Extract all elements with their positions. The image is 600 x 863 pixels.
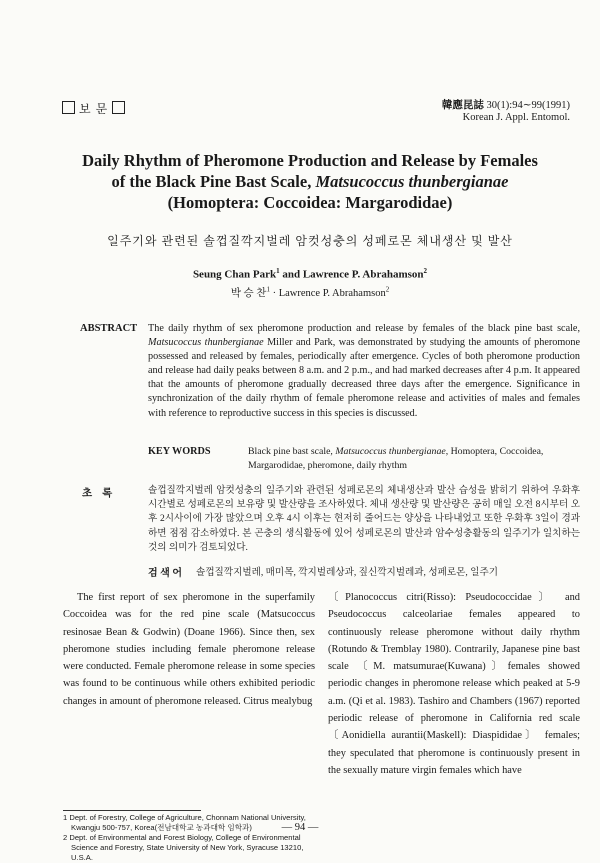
title-line1: Daily Rhythm of Pheromone Production and Release by Females [82,151,538,170]
author-b-sup: 2 [423,267,428,275]
korean-abstract-text: 솔껍질깍지벌레 암컷성충의 일주기와 관련된 성페로몬의 체내생산과 발산 습성을 밝히기 위하여 우화후 시간별로 성페로몬의 보유량 및 발산량을 조사하였다. 체내 생산량 및 발산량은 공히 매일 오전 8시부터 오후 2시사이에 가장 많았으며 오후 4시 이후는 현저히 줄어드는 양상을 나타내었고 또한 우화후 3일이 경과하면 점점 감소하였다. 본 곤충의 생식활동에 있어 성페로몬의 발산과 암수성충활동의 일주기가 일치하는 것의 의미가 검토되었다. [148,485,580,553]
korean-author-a-sup: 1 [266,285,270,294]
citation: 30(1):94∼99(1991) [486,100,570,111]
korean-author-a: 박 승 찬 [230,288,267,299]
paper-title [40,150,580,213]
author-a: Seung Chan Park [192,268,277,281]
korean-author-b: Lawrence P. Abrahamson [278,288,386,299]
korean-keywords-text: 솔껍질깍지벌레, 매미목, 깍지벌레상과, 짚신깍지벌레과, 성페로몬, 일주기 [196,567,499,578]
abstract-species: Matsucoccus thunbergianae [148,337,264,349]
author-a-sup: 1 [276,267,280,275]
korean-keywords-label: 검 색 어 [148,568,182,579]
keywords-label: KEY WORDS [148,446,211,457]
abstract-text-post: Miller and Park, was demonstrated by studying the amounts of pheromone possessed and released by females, periodically after emergence. Cycles of both pheromone production and release had daily peaks between 8 a.m. and 2 p.m., and had marked decreases after 4 p.m. It appeared that the amounts of pheromone gradually decreased three days after the emergence. Significance in synchronization of the daily rhythm of female pheromone release and activities of males and females with reference to reproductive success in this species is discussed. [148,337,580,419]
footnote-2: 2 Dept. of Environmental and Forest Biology, College of Environmental Science and Forestry, State University of New York, Syracuse 13210, U.S.A. [63,833,304,862]
body-column-right [328,589,580,779]
body-paragraph-left: The first report of sex pheromone in the superfamily Coccoidea was for the red pine scale (Matsucoccus resinosae Bean & Godwin) (Doane 1966). Since then, sex pheromone studies including female pheromone release were conducted. Female pheromone release in some species was found to be continuous while others exhibited periodic changes in amount of pheromone released. Citrus mealybug [63,592,315,707]
title-line2 [40,171,580,192]
title-line3: (Homoptera: Coccoidea: Margarodidae) [167,193,453,212]
korean-abstract-label: 초록 [82,488,123,499]
section-label [62,100,125,117]
korean-author-b-sup: 2 [385,285,390,294]
author-connector: and [279,268,303,281]
authors-korean [40,285,580,300]
keywords-text [248,445,580,473]
abstract-text-pre: The daily rhythm of sex pheromone production and release by females of the black pine bast scale, [148,323,580,334]
journal-english: Korean J. Appl. Entomol. [462,112,570,123]
footnotes [63,813,315,863]
author-b: Lawrence P. Abrahamson [302,268,424,281]
authors-english [40,267,580,281]
keywords-species: Matsucoccus thunbergianae [335,446,446,457]
abstract-label: ABSTRACT [80,323,138,334]
footnote-1: 1 Dept. of Forestry, College of Agriculture, Chonnam National University, Kwangju 500-757, Korea(전남대학교 농과대학 임학과) [63,813,306,832]
body-paragraph-right: 〔Planococcus citri(Risso): Pseudococcidae〕 and Pseudococcus calceolariae females appeared to continuously release pheromone without daily rhythm (Rotundo & Tremblay 1980). Contrarily, Japanese pine bast scale 〔M. matsumurae(Kuwana)〕females showed periodic changes in pheromone release which peaked at 5-9 a.m. (Qi et al. 1983). Tashiro and Chambers (1967) reported periodic release of pheromone in California red scale 〔Aonidiella aurantii(Maskell): Diaspididae〕 females; they speculated that pheromone is continuously present in the sexually mature virgin females which have [328,592,580,776]
title-line2-prefix: of the Black Pine Bast Scale, [111,172,316,191]
keywords-post: , Homoptera, Coccoidea, Margarodidae, pheromone, daily rhythm [248,446,544,471]
korean-title: 일주기와 관련된 솔껍질깍지벌레 암컷성충의 성페로몬 체내생산 및 발산 [107,234,513,248]
page-number: — 94 — [281,822,319,833]
title-species: Matsucoccus thunbergianae [315,172,509,191]
keywords-pre: Black pine bast scale, [248,446,336,457]
journal-korean: 韓應昆誌 [441,100,484,111]
box-left-icon [62,101,75,114]
section-text: 보 문 [79,102,109,116]
journal-citation [442,100,570,124]
abstract-text [148,322,580,421]
body-column-left [63,589,315,710]
box-right-icon [112,101,125,114]
footnote-divider [63,810,201,811]
korean-connector: · [269,288,279,299]
